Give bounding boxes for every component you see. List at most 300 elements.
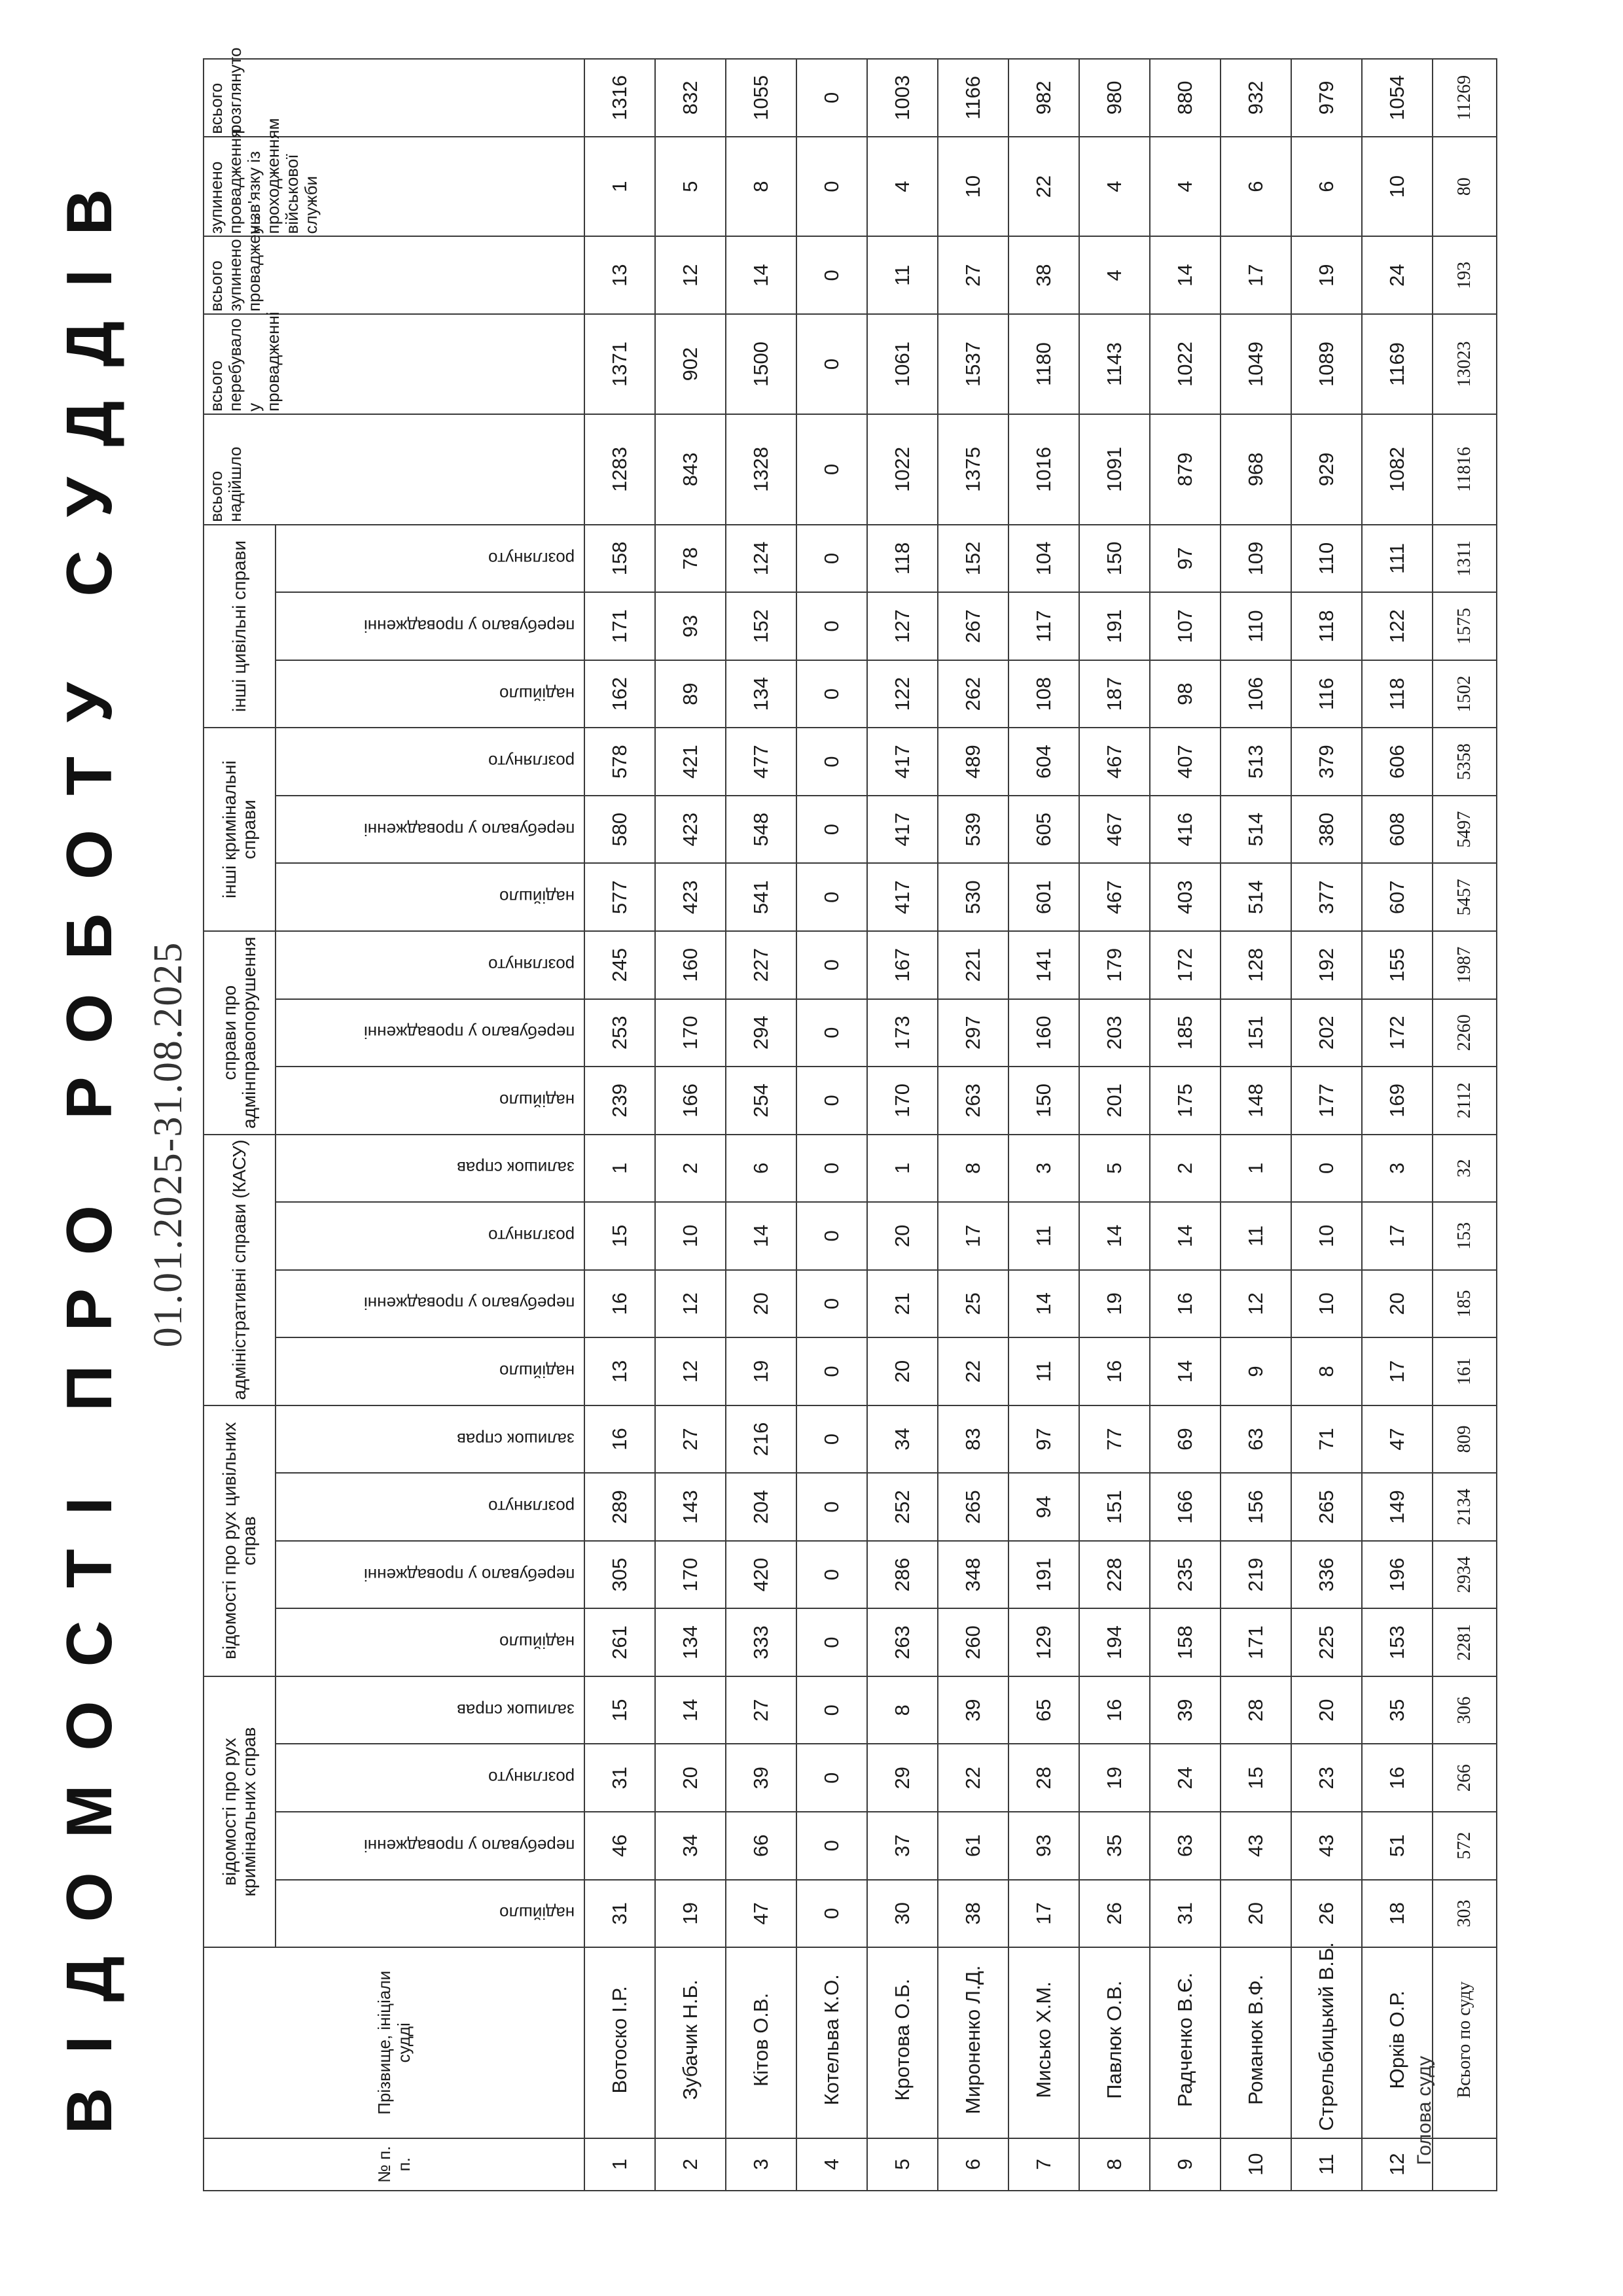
value-cell: 149 — [1362, 1473, 1433, 1541]
value-cell: 228 — [1079, 1541, 1150, 1609]
value-cell: 245 — [584, 931, 655, 999]
subheader-received: надійшло — [276, 863, 584, 931]
value-cell: 109 — [1221, 525, 1291, 593]
header-judge-name: Прізвище, ініціали судді — [204, 1947, 584, 2138]
value-cell: 294 — [726, 999, 796, 1067]
value-cell: 194 — [1079, 1608, 1150, 1676]
value-cell: 0 — [796, 1676, 867, 1744]
value-cell: 10 — [1291, 1270, 1362, 1338]
value-cell: 968 — [1221, 414, 1291, 525]
value-cell: 46 — [584, 1812, 655, 1880]
value-cell: 98 — [1150, 660, 1221, 728]
value-cell: 71 — [1291, 1405, 1362, 1474]
row-number: 1 — [584, 2138, 655, 2191]
value-cell: 0 — [796, 1337, 867, 1405]
value-cell: 5 — [655, 137, 726, 237]
value-cell: 43 — [1221, 1812, 1291, 1880]
value-cell: 19 — [1079, 1270, 1150, 1338]
value-cell: 17 — [1008, 1880, 1079, 1948]
value-cell: 263 — [867, 1608, 938, 1676]
value-cell: 24 — [1362, 237, 1433, 315]
court-chairman-label: Голова суду — [1414, 2056, 1435, 2165]
value-cell: 122 — [867, 660, 938, 728]
value-cell: 129 — [1008, 1608, 1079, 1676]
value-cell: 253 — [584, 999, 655, 1067]
value-cell: 0 — [796, 1270, 867, 1338]
table-row — [1008, 59, 1079, 2191]
value-cell: 1500 — [726, 314, 796, 414]
value-cell: 110 — [1291, 525, 1362, 593]
value-cell: 63 — [1221, 1405, 1291, 1474]
subheader-received: надійшло — [276, 1608, 584, 1676]
subheader-pending: перебувало у провадженні — [276, 796, 584, 864]
subheader-remaining: залишок справ — [276, 1676, 584, 1744]
value-cell: 22 — [938, 1744, 1008, 1812]
value-cell: 31 — [584, 1880, 655, 1948]
value-cell: 16 — [1150, 1270, 1221, 1338]
value-cell: 0 — [796, 728, 867, 796]
header-total-received: всього надійшло — [204, 414, 584, 525]
value-cell: 39 — [726, 1744, 796, 1812]
value-cell: 24 — [1150, 1744, 1221, 1812]
value-cell: 407 — [1150, 728, 1221, 796]
value-cell: 19 — [1291, 237, 1362, 315]
value-cell: 201 — [1079, 1067, 1150, 1135]
value-cell: 513 — [1221, 728, 1291, 796]
value-cell: 118 — [867, 525, 938, 593]
value-cell: 14 — [726, 1202, 796, 1270]
subheader-pending: перебувало у провадженні — [276, 592, 584, 660]
value-cell: 289 — [584, 1473, 655, 1541]
value-cell: 19 — [726, 1337, 796, 1405]
value-cell: 1091 — [1079, 414, 1150, 525]
value-cell: 34 — [655, 1812, 726, 1880]
value-cell: 1283 — [584, 414, 655, 525]
value-cell: 14 — [726, 237, 796, 315]
value-cell: 902 — [655, 314, 726, 414]
value-cell: 122 — [1362, 592, 1433, 660]
value-cell: 235 — [1150, 1541, 1221, 1609]
value-cell: 417 — [867, 863, 938, 931]
value-cell: 467 — [1079, 728, 1150, 796]
value-cell: 262 — [938, 660, 1008, 728]
value-cell: 548 — [726, 796, 796, 864]
table-row — [1079, 59, 1150, 2191]
value-cell: 13023 — [1433, 314, 1497, 414]
value-cell: 11 — [1221, 1202, 1291, 1270]
header-administrative-cases: адміністративні справи (КАСУ) — [204, 1135, 276, 1405]
value-cell: 1575 — [1433, 592, 1497, 660]
value-cell: 607 — [1362, 863, 1433, 931]
value-cell: 150 — [1008, 1067, 1079, 1135]
value-cell: 0 — [796, 1812, 867, 1880]
header-row-groups — [204, 59, 276, 2191]
value-cell: 177 — [1291, 1067, 1362, 1135]
table-row — [1291, 59, 1362, 2191]
value-cell: 187 — [1079, 660, 1150, 728]
value-cell: 423 — [655, 796, 726, 864]
value-cell: 514 — [1221, 863, 1291, 931]
value-cell: 14 — [1150, 1337, 1221, 1405]
value-cell: 2 — [655, 1135, 726, 1203]
header-total-pending: всього перебувало у провадженні — [204, 314, 584, 414]
value-cell: 541 — [726, 863, 796, 931]
value-cell: 265 — [1291, 1473, 1362, 1541]
value-cell: 170 — [655, 999, 726, 1067]
value-cell: 172 — [1362, 999, 1433, 1067]
value-cell: 12 — [655, 1270, 726, 1338]
value-cell: 16 — [584, 1405, 655, 1474]
value-cell: 15 — [1221, 1744, 1291, 1812]
value-cell: 18 — [1362, 1880, 1433, 1948]
value-cell: 89 — [655, 660, 726, 728]
value-cell: 0 — [796, 237, 867, 315]
judge-name: Мисько Х.М. — [1008, 1947, 1079, 2138]
value-cell: 172 — [1150, 931, 1221, 999]
value-cell: 286 — [867, 1541, 938, 1609]
subheader-received: надійшло — [276, 1880, 584, 1948]
value-cell: 10 — [938, 137, 1008, 237]
subheader-reviewed: розглянуто — [276, 728, 584, 796]
value-cell: 155 — [1362, 931, 1433, 999]
value-cell: 1375 — [938, 414, 1008, 525]
value-cell: 22 — [1008, 137, 1079, 237]
value-cell: 4 — [1079, 237, 1150, 315]
value-cell: 216 — [726, 1405, 796, 1474]
value-cell: 128 — [1221, 931, 1291, 999]
value-cell: 94 — [1008, 1473, 1079, 1541]
value-cell: 106 — [1221, 660, 1291, 728]
judge-name: Котельва К.О. — [796, 1947, 867, 2138]
value-cell: 196 — [1362, 1541, 1433, 1609]
value-cell: 219 — [1221, 1541, 1291, 1609]
value-cell: 2260 — [1433, 999, 1497, 1067]
value-cell: 27 — [655, 1405, 726, 1474]
value-cell: 1 — [584, 1135, 655, 1203]
value-cell: 151 — [1221, 999, 1291, 1067]
value-cell: 420 — [726, 1541, 796, 1609]
judge-name: Радченко В.Є. — [1150, 1947, 1221, 2138]
value-cell: 141 — [1008, 931, 1079, 999]
value-cell: 227 — [726, 931, 796, 999]
value-cell: 1003 — [867, 59, 938, 137]
value-cell: 161 — [1433, 1337, 1497, 1405]
value-cell: 169 — [1362, 1067, 1433, 1135]
table-row — [726, 59, 796, 2191]
value-cell: 0 — [1291, 1135, 1362, 1203]
value-cell: 38 — [1008, 237, 1079, 315]
judge-name: Юрків О.Р. — [1362, 1947, 1433, 2138]
subheader-received: надійшло — [276, 1067, 584, 1135]
value-cell: 6 — [726, 1135, 796, 1203]
subheader-reviewed: розглянуто — [276, 525, 584, 593]
judge-name: Вотоско І.Р. — [584, 1947, 655, 2138]
row-number: 7 — [1008, 2138, 1079, 2191]
value-cell: 417 — [867, 796, 938, 864]
value-cell: 39 — [938, 1676, 1008, 1744]
value-cell: 265 — [938, 1473, 1008, 1541]
value-cell: 192 — [1291, 931, 1362, 999]
value-cell: 22 — [938, 1337, 1008, 1405]
value-cell: 111 — [1362, 525, 1433, 593]
value-cell: 19 — [1079, 1744, 1150, 1812]
value-cell: 118 — [1362, 660, 1433, 728]
value-cell: 1049 — [1221, 314, 1291, 414]
header-other-criminal-cases: інші кримінальні справи — [204, 728, 276, 931]
value-cell: 160 — [1008, 999, 1079, 1067]
value-cell: 601 — [1008, 863, 1079, 931]
value-cell: 605 — [1008, 796, 1079, 864]
value-cell: 514 — [1221, 796, 1291, 864]
value-cell: 150 — [1079, 525, 1150, 593]
value-cell: 21 — [867, 1270, 938, 1338]
value-cell: 29 — [867, 1744, 938, 1812]
value-cell: 16 — [1362, 1744, 1433, 1812]
table-row — [867, 59, 938, 2191]
value-cell: 539 — [938, 796, 1008, 864]
value-cell: 171 — [1221, 1608, 1291, 1676]
value-cell: 11269 — [1433, 59, 1497, 137]
value-cell: 604 — [1008, 728, 1079, 796]
header-total-reviewed: всього розглянуто — [204, 59, 584, 137]
value-cell: 1169 — [1362, 314, 1433, 414]
value-cell: 297 — [938, 999, 1008, 1067]
value-cell: 0 — [796, 525, 867, 593]
value-cell: 15 — [584, 1202, 655, 1270]
value-cell: 348 — [938, 1541, 1008, 1609]
value-cell: 8 — [938, 1135, 1008, 1203]
value-cell: 153 — [1433, 1202, 1497, 1270]
value-cell: 0 — [796, 1405, 867, 1474]
value-cell: 20 — [1362, 1270, 1433, 1338]
value-cell: 0 — [796, 1135, 867, 1203]
value-cell: 3 — [1362, 1135, 1433, 1203]
value-cell: 0 — [796, 1608, 867, 1676]
value-cell: 185 — [1433, 1270, 1497, 1338]
value-cell: 127 — [867, 592, 938, 660]
value-cell: 1089 — [1291, 314, 1362, 414]
value-cell: 932 — [1221, 59, 1291, 137]
value-cell: 97 — [1150, 525, 1221, 593]
value-cell: 108 — [1008, 660, 1079, 728]
row-number: 6 — [938, 2138, 1008, 2191]
total-row — [1433, 59, 1497, 2191]
value-cell: 580 — [584, 796, 655, 864]
value-cell: 77 — [1079, 1405, 1150, 1474]
value-cell: 9 — [1221, 1337, 1291, 1405]
value-cell: 3 — [1008, 1135, 1079, 1203]
value-cell: 151 — [1079, 1473, 1150, 1541]
judges-statistics-table — [203, 47, 1497, 2191]
value-cell: 303 — [1433, 1880, 1497, 1948]
value-cell: 25 — [938, 1270, 1008, 1338]
value-cell: 1328 — [726, 414, 796, 525]
header-administrative-offences: справи про адмінправопорушення — [204, 931, 276, 1135]
value-cell: 1311 — [1433, 525, 1497, 593]
value-cell: 152 — [938, 525, 1008, 593]
value-cell: 252 — [867, 1473, 938, 1541]
judge-name: Романюк В.Ф. — [1221, 1947, 1291, 2138]
value-cell: 13 — [584, 1337, 655, 1405]
value-cell: 97 — [1008, 1405, 1079, 1474]
value-cell: 416 — [1150, 796, 1221, 864]
header-criminal-cases: відомості про рух кримінальних справ — [204, 1676, 276, 1947]
value-cell: 20 — [867, 1337, 938, 1405]
value-cell: 929 — [1291, 414, 1362, 525]
table-row — [655, 59, 726, 2191]
value-cell: 37 — [867, 1812, 938, 1880]
value-cell: 16 — [1079, 1337, 1150, 1405]
value-cell: 12 — [655, 237, 726, 315]
value-cell: 336 — [1291, 1541, 1362, 1609]
value-cell: 1016 — [1008, 414, 1079, 525]
value-cell: 124 — [726, 525, 796, 593]
row-number: 2 — [655, 2138, 726, 2191]
value-cell: 5358 — [1433, 728, 1497, 796]
value-cell: 20 — [726, 1270, 796, 1338]
value-cell: 193 — [1433, 237, 1497, 315]
value-cell: 20 — [1221, 1880, 1291, 1948]
value-cell: 0 — [796, 1473, 867, 1541]
value-cell: 134 — [726, 660, 796, 728]
value-cell: 61 — [938, 1812, 1008, 1880]
value-cell: 421 — [655, 728, 726, 796]
subheader-received: надійшло — [276, 1337, 584, 1405]
value-cell: 51 — [1362, 1812, 1433, 1880]
value-cell: 26 — [1291, 1880, 1362, 1948]
value-cell: 34 — [867, 1405, 938, 1474]
value-cell: 1 — [584, 137, 655, 237]
subheader-pending: перебувало у провадженні — [276, 1541, 584, 1609]
value-cell: 191 — [1008, 1541, 1079, 1609]
value-cell: 83 — [938, 1405, 1008, 1474]
value-cell: 185 — [1150, 999, 1221, 1067]
value-cell: 93 — [655, 592, 726, 660]
value-cell: 31 — [1150, 1880, 1221, 1948]
value-cell: 5457 — [1433, 863, 1497, 931]
value-cell: 0 — [796, 1880, 867, 1948]
value-cell: 117 — [1008, 592, 1079, 660]
value-cell: 65 — [1008, 1676, 1079, 1744]
value-cell: 832 — [655, 59, 726, 137]
subheader-reviewed: розглянуто — [276, 1202, 584, 1270]
table-row — [1150, 59, 1221, 2191]
value-cell: 26 — [1079, 1880, 1150, 1948]
value-cell: 8 — [726, 137, 796, 237]
value-cell: 1054 — [1362, 59, 1433, 137]
value-cell: 15 — [584, 1676, 655, 1744]
value-cell: 66 — [726, 1812, 796, 1880]
value-cell: 47 — [726, 1880, 796, 1948]
value-cell: 175 — [1150, 1067, 1221, 1135]
value-cell: 1 — [867, 1135, 938, 1203]
value-cell: 1143 — [1079, 314, 1150, 414]
table-row — [796, 59, 867, 2191]
value-cell: 11 — [1008, 1337, 1079, 1405]
value-cell: 153 — [1362, 1608, 1433, 1676]
value-cell: 333 — [726, 1608, 796, 1676]
value-cell: 1022 — [867, 414, 938, 525]
value-cell: 0 — [796, 414, 867, 525]
value-cell: 110 — [1221, 592, 1291, 660]
value-cell: 14 — [655, 1676, 726, 1744]
value-cell: 134 — [655, 1608, 726, 1676]
value-cell: 0 — [796, 1202, 867, 1270]
value-cell: 4 — [1079, 137, 1150, 237]
value-cell: 1166 — [938, 59, 1008, 137]
value-cell: 2934 — [1433, 1541, 1497, 1609]
value-cell: 0 — [796, 314, 867, 414]
subheader-pending: перебувало у провадженні — [276, 1812, 584, 1880]
subheader-remaining: залишок справ — [276, 1135, 584, 1203]
value-cell: 69 — [1150, 1405, 1221, 1474]
value-cell: 608 — [1362, 796, 1433, 864]
value-cell: 202 — [1291, 999, 1362, 1067]
value-cell: 107 — [1150, 592, 1221, 660]
value-cell: 606 — [1362, 728, 1433, 796]
value-cell: 173 — [867, 999, 938, 1067]
value-cell: 104 — [1008, 525, 1079, 593]
value-cell: 10 — [655, 1202, 726, 1270]
value-cell: 0 — [796, 1744, 867, 1812]
subheader-pending: перебувало у провадженні — [276, 999, 584, 1067]
header-civil-cases: відомості про рух цивільних справ — [204, 1405, 276, 1676]
value-cell: 254 — [726, 1067, 796, 1135]
table-row — [938, 59, 1008, 2191]
value-cell: 19 — [655, 1880, 726, 1948]
value-cell: 43 — [1291, 1812, 1362, 1880]
value-cell: 0 — [796, 1541, 867, 1609]
value-cell: 261 — [584, 1608, 655, 1676]
value-cell: 1180 — [1008, 314, 1079, 414]
value-cell: 843 — [655, 414, 726, 525]
value-cell: 39 — [1150, 1676, 1221, 1744]
subheader-reviewed: розглянуто — [276, 1744, 584, 1812]
value-cell: 2 — [1150, 1135, 1221, 1203]
value-cell: 1055 — [726, 59, 796, 137]
subheader-remaining: залишок справ — [276, 1405, 584, 1474]
value-cell: 118 — [1291, 592, 1362, 660]
value-cell: 17 — [1362, 1337, 1433, 1405]
header-total-suspended: всього зупинено проваджень — [204, 237, 584, 315]
value-cell: 17 — [1221, 237, 1291, 315]
value-cell: 156 — [1221, 1473, 1291, 1541]
value-cell: 982 — [1008, 59, 1079, 137]
value-cell: 578 — [584, 728, 655, 796]
row-number: 5 — [867, 2138, 938, 2191]
value-cell: 78 — [655, 525, 726, 593]
value-cell: 11 — [867, 237, 938, 315]
value-cell: 0 — [796, 999, 867, 1067]
judge-name: Кітов О.В. — [726, 1947, 796, 2138]
value-cell: 63 — [1150, 1812, 1221, 1880]
value-cell: 1082 — [1362, 414, 1433, 525]
subheader-reviewed: розглянуто — [276, 1473, 584, 1541]
value-cell: 305 — [584, 1541, 655, 1609]
value-cell: 0 — [796, 660, 867, 728]
value-cell: 266 — [1433, 1744, 1497, 1812]
value-cell: 403 — [1150, 863, 1221, 931]
value-cell: 0 — [796, 59, 867, 137]
value-cell: 379 — [1291, 728, 1362, 796]
value-cell: 14 — [1008, 1270, 1079, 1338]
judge-name: Павлюк О.В. — [1079, 1947, 1150, 2138]
value-cell: 143 — [655, 1473, 726, 1541]
value-cell: 6 — [1221, 137, 1291, 237]
value-cell: 2112 — [1433, 1067, 1497, 1135]
value-cell: 239 — [584, 1067, 655, 1135]
value-cell: 0 — [796, 796, 867, 864]
